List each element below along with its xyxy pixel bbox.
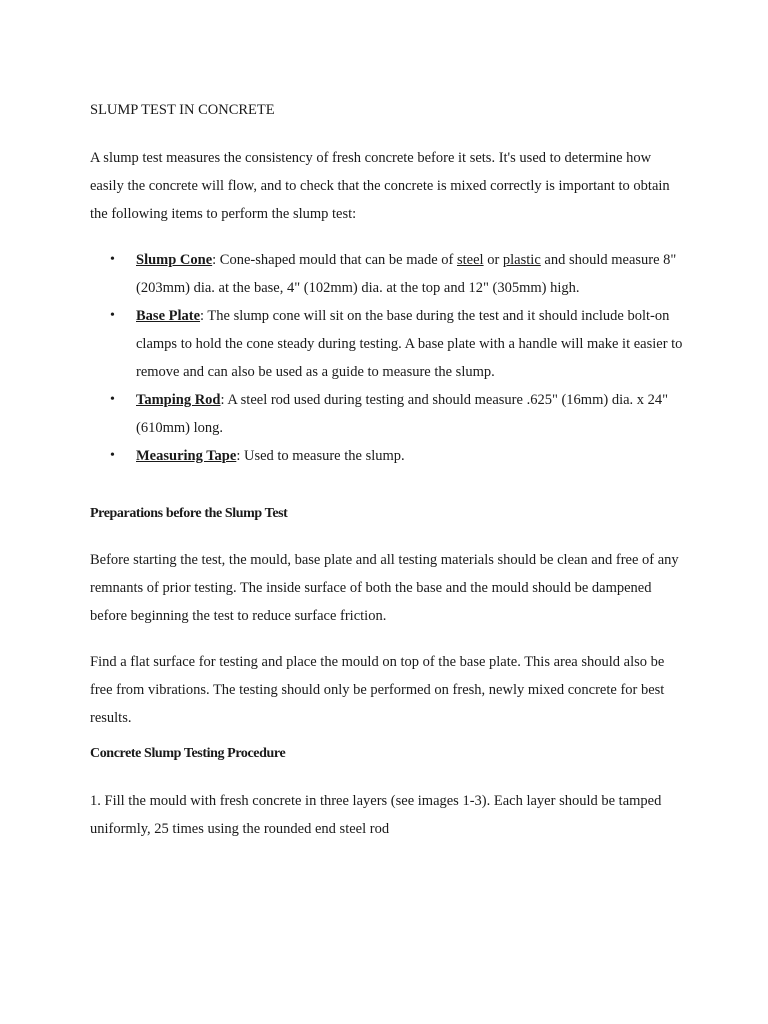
procedure-step-1: 1. Fill the mould with fresh concrete in three layers (see images 1-3). Each layer should be tamped uniformly, 25 times using the rounded end steel rod [90,793,662,837]
list-item [90,246,690,302]
prep-paragraph-1: Before starting the test, the mould, base plate and all testing materials should be clean and free of any remnants of prior testing. The inside surface of both the base and the mould should be dampened before beginning the test to reduce surface friction. [90,552,679,624]
item-text: or [483,252,503,268]
item-term: Slump Cone [136,252,213,268]
list-item [90,302,690,386]
steel-link[interactable]: steel [456,252,484,268]
item-text: : Cone-shaped mould that can be made of [212,252,457,268]
procedure-heading: Concrete Slump Testing Procedure [90,746,286,761]
document-title: SLUMP TEST IN CONCRETE [90,102,275,118]
list-item [90,386,690,442]
prep-paragraph-2: Find a flat surface for testing and place the mould on top of the base plate. This area should also be free from vibrations. The testing should only be performed on fresh, newly mixed concrete for best results. [90,654,665,726]
item-text: : Used to measure the slump. [236,448,405,464]
item-term: Base Plate [136,308,201,324]
preparations-heading: Preparations before the Slump Test [90,506,288,521]
item-text: : A steel rod used during testing and should measure .625" (16mm) dia. x 24" (610mm) long. [136,392,669,436]
bullet: • [110,392,115,407]
item-text: : The slump cone will sit on the base during the test and it should include bolt-on clamps to hold the cone steady during testing. A base plate with a handle will make it easier to remove and can also be used as a guide to measure the slump. [136,308,683,380]
intro-paragraph: A slump test measures the consistency of fresh concrete before it sets. It's used to determine how easily the concrete will flow, and to check that the concrete is mixed correctly is important to obtain the following items to perform the slump test: [90,150,670,222]
item-term: Tamping Rod [136,392,221,408]
bullet: • [110,308,115,323]
plastic-link[interactable]: plastic [502,252,541,268]
equipment-list [90,246,690,470]
item-text: and should measure 8" (203mm) dia. at the base, 4" (102mm) dia. at the top and 12" (305mm) high. [136,252,677,296]
item-term: Measuring Tape [136,448,237,464]
bullet: • [110,252,115,267]
list-item [90,442,690,470]
bullet: • [110,448,115,463]
